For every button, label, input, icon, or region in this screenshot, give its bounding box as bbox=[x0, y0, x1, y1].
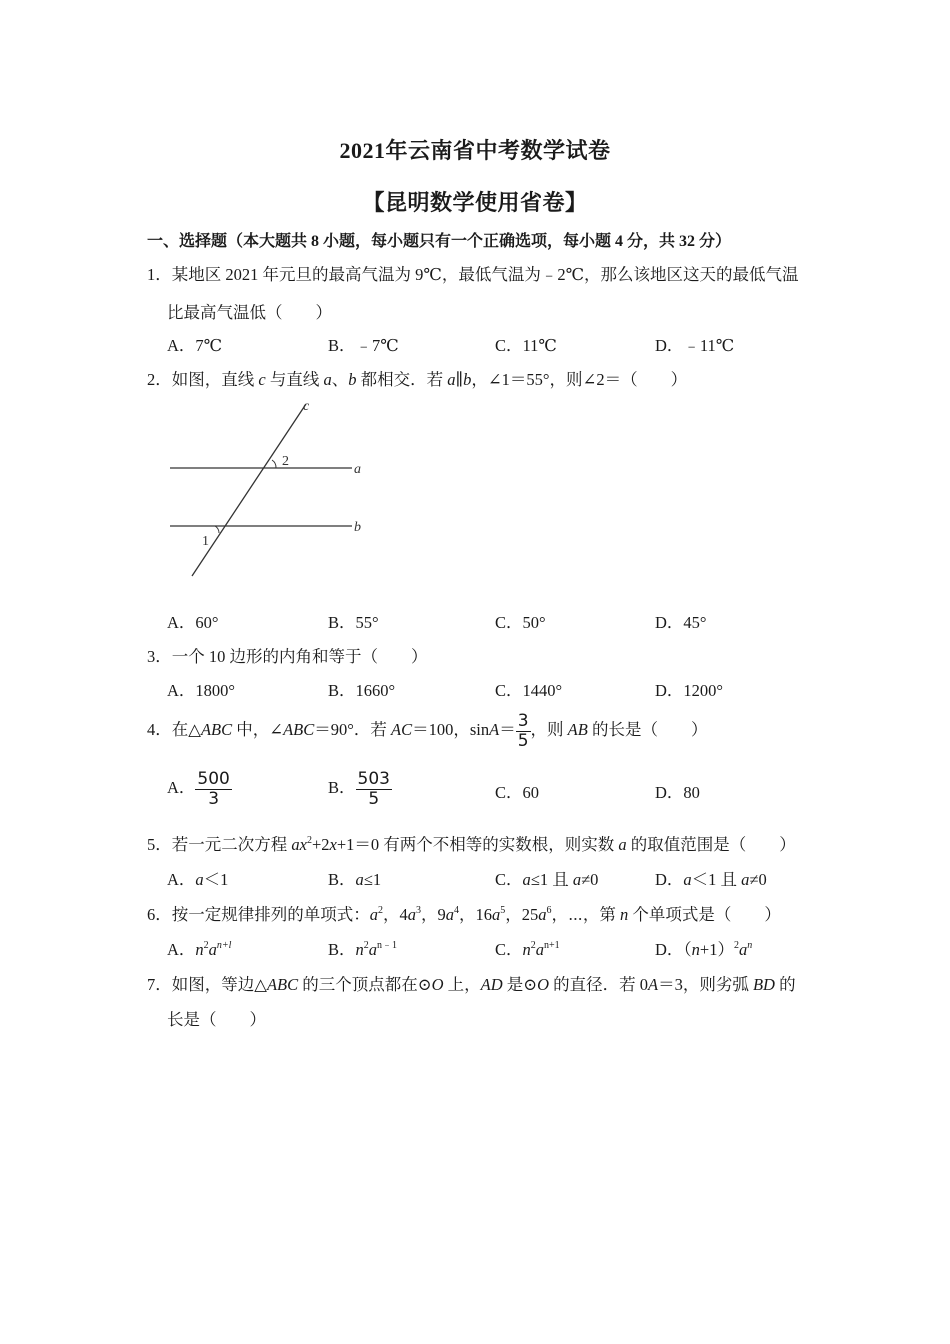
text-part: ，9 bbox=[421, 905, 446, 924]
fraction-3-5 bbox=[516, 712, 531, 751]
q3-option-b: B．1660° bbox=[328, 681, 396, 700]
var-c: c bbox=[258, 370, 266, 389]
text-part: 中，∠ bbox=[232, 720, 284, 739]
q6-option-d bbox=[655, 936, 752, 960]
text-part: 个单项式是（ ） bbox=[628, 905, 781, 924]
text-part: ，4 bbox=[383, 905, 408, 924]
option-label: B． bbox=[328, 870, 356, 889]
exponent: n﹣1 bbox=[377, 940, 398, 951]
q3-option-d: D．1200° bbox=[655, 681, 724, 700]
text-part: ≤1 bbox=[363, 870, 382, 889]
q5-option-a bbox=[167, 866, 228, 890]
exponent: 2 bbox=[733, 940, 739, 951]
var-a: a bbox=[195, 870, 204, 889]
exponent: 2 bbox=[306, 835, 312, 846]
question-number: 2． bbox=[147, 370, 172, 389]
text-part: ≤1 且 bbox=[530, 870, 573, 889]
fraction-denominator: 5 bbox=[368, 788, 380, 809]
q2-option-d: D．45° bbox=[655, 613, 707, 632]
question-7-line2: 长是（ ） bbox=[167, 1010, 266, 1029]
text-part: 的取值范围是（ ） bbox=[626, 835, 796, 854]
var-b: b bbox=[348, 370, 357, 389]
q6-option-c bbox=[495, 936, 560, 960]
q3-option-a: A．1800° bbox=[167, 681, 236, 700]
fraction-503-5 bbox=[356, 770, 392, 809]
var-a: a bbox=[738, 940, 748, 959]
var-n: n bbox=[619, 905, 629, 924]
text-part: （ bbox=[683, 940, 692, 959]
text-part: ＝3，则劣弧 bbox=[658, 975, 753, 994]
var-x: x bbox=[329, 835, 337, 854]
q2-option-a: A．60° bbox=[167, 613, 219, 632]
text-part: 的三个顶点都在⊙ bbox=[298, 975, 432, 994]
var-a: a bbox=[522, 870, 531, 889]
section-header: 一、选择题（本大题共 8 小题，每小题只有一个正确选项，每小题 4 分，共 32 分） bbox=[147, 233, 732, 250]
q5-option-d bbox=[655, 866, 767, 890]
exponent: 2 bbox=[203, 940, 209, 951]
q5-option-b bbox=[328, 866, 381, 890]
var-a: a bbox=[369, 905, 378, 924]
fraction-500-3 bbox=[195, 770, 231, 809]
q1-option-a: A．7℃ bbox=[167, 336, 223, 355]
text-part: ，16 bbox=[459, 905, 492, 924]
fraction-denominator: 3 bbox=[208, 788, 220, 809]
exponent: 2 bbox=[363, 940, 369, 951]
text-part: ＝90°．若 bbox=[314, 720, 391, 739]
exponent: 5 bbox=[500, 905, 506, 916]
var-ab: AB bbox=[567, 720, 588, 739]
text-part: ＜1 且 bbox=[691, 870, 742, 889]
label-b: b bbox=[354, 520, 361, 535]
option-label: D． bbox=[655, 870, 684, 889]
question-number: 6． bbox=[147, 905, 172, 924]
exponent: 2 bbox=[378, 905, 383, 916]
question-number: 4． bbox=[147, 720, 172, 739]
var-A: A bbox=[489, 720, 500, 739]
var-n: n bbox=[691, 940, 700, 959]
question-3 bbox=[147, 643, 428, 667]
var-a: a bbox=[538, 905, 547, 924]
text-part: 如图，等边△ bbox=[171, 975, 267, 994]
var-abc: ABC bbox=[266, 975, 299, 994]
exponent: n bbox=[747, 940, 753, 951]
var-a: a bbox=[407, 905, 416, 924]
text-part: 的 bbox=[774, 975, 796, 994]
question-2 bbox=[147, 366, 687, 390]
parallel-lines-figure bbox=[160, 392, 380, 587]
var-a: a bbox=[572, 870, 582, 889]
text-part: 若一元二次方程 bbox=[171, 835, 292, 854]
option-label: D． bbox=[655, 940, 684, 959]
q2-option-c: C．50° bbox=[495, 613, 546, 632]
exponent: n+1 bbox=[544, 940, 560, 951]
var-ad: AD bbox=[480, 975, 503, 994]
var-n: n bbox=[195, 940, 204, 959]
exponent: 3 bbox=[416, 905, 421, 916]
text-part: ，⋯，第 bbox=[551, 905, 620, 924]
var-n: n bbox=[355, 940, 364, 959]
question-1 bbox=[147, 261, 799, 285]
q6-option-b bbox=[328, 936, 397, 960]
text-part: ＜1 bbox=[203, 870, 229, 889]
var-a: a bbox=[683, 870, 692, 889]
q1-option-d: D．﹣11℃ bbox=[655, 336, 735, 355]
var-a: a bbox=[535, 940, 545, 959]
exponent: 6 bbox=[546, 905, 552, 916]
var-a: a bbox=[618, 835, 627, 854]
var-A: A bbox=[648, 975, 659, 994]
q1-option-c: C．11℃ bbox=[495, 336, 557, 355]
var-a: a bbox=[208, 940, 217, 959]
var-ac: AC bbox=[390, 720, 413, 739]
text-part: +1） bbox=[699, 940, 734, 959]
fraction-numerator: 500 bbox=[197, 768, 230, 789]
exponent: 4 bbox=[454, 905, 459, 916]
angle-1-arc bbox=[215, 526, 219, 533]
q6-option-a bbox=[167, 936, 231, 960]
fraction-denominator: 5 bbox=[517, 730, 529, 751]
text-part: 、 bbox=[331, 370, 349, 389]
q2-option-b: B．55° bbox=[328, 613, 379, 632]
option-label: A． bbox=[167, 870, 196, 889]
var-ax: ax bbox=[291, 835, 307, 854]
question-6 bbox=[147, 901, 781, 925]
text-part: ，∠1＝55°，则∠2＝（ ） bbox=[471, 370, 688, 389]
text-part: +1＝0 有两个不相等的实数根，则实数 bbox=[336, 835, 619, 854]
question-5 bbox=[147, 831, 796, 855]
text-part: ，25 bbox=[505, 905, 539, 924]
question-number: 1． bbox=[147, 265, 172, 284]
var-a: a bbox=[355, 870, 364, 889]
text-part: 的长是（ ） bbox=[587, 720, 708, 739]
text-part: 上， bbox=[443, 975, 481, 994]
question-number: 5． bbox=[147, 835, 172, 854]
question-number: 3． bbox=[147, 647, 172, 666]
q4-option-a bbox=[167, 769, 232, 809]
q1-option-b: B．﹣7℃ bbox=[328, 336, 399, 355]
var-o: O bbox=[431, 975, 444, 994]
option-label: B． bbox=[328, 940, 356, 959]
var-n: n bbox=[522, 940, 531, 959]
text-part: 与直线 bbox=[265, 370, 324, 389]
text-part: ＝100，sin bbox=[412, 720, 490, 739]
line-c bbox=[192, 404, 306, 576]
text-part: +2 bbox=[311, 835, 330, 854]
var-a: a bbox=[323, 370, 332, 389]
label-angle-1: 1 bbox=[202, 534, 209, 549]
var-o: O bbox=[537, 975, 549, 994]
question-7 bbox=[147, 971, 796, 995]
question-1-line2: 比最高气温低（ ） bbox=[167, 303, 332, 322]
option-label: A． bbox=[167, 940, 196, 959]
var-abc: ABC bbox=[283, 720, 315, 739]
text-part: ，则 bbox=[530, 720, 568, 739]
text-part: 都相交．若 bbox=[356, 370, 448, 389]
text-part: ≠0 bbox=[581, 870, 599, 889]
label-a: a bbox=[354, 462, 361, 477]
text-part: 在△ bbox=[171, 720, 201, 739]
text-part: 是⊙ bbox=[502, 975, 538, 994]
var-a: a bbox=[492, 905, 501, 924]
label-angle-2: 2 bbox=[282, 454, 289, 469]
option-label: B． bbox=[328, 778, 356, 797]
var-bd: BD bbox=[752, 975, 775, 994]
text-part: 按一定规律排列的单项式： bbox=[171, 905, 370, 924]
q3-option-c: C．1440° bbox=[495, 681, 563, 700]
text-part: ≠0 bbox=[749, 870, 767, 889]
var-a: a bbox=[368, 940, 378, 959]
q5-option-c bbox=[495, 866, 598, 890]
exponent: 2 bbox=[530, 940, 536, 951]
option-label: C． bbox=[495, 940, 523, 959]
question-4 bbox=[147, 711, 707, 751]
q4-option-c: C．60 bbox=[495, 783, 540, 802]
var-a: a bbox=[445, 905, 454, 924]
text-part: 如图，直线 bbox=[171, 370, 259, 389]
var-abc: ABC bbox=[200, 720, 233, 739]
fraction-numerator: 3 bbox=[517, 710, 529, 731]
var-a-parallel-b: a∥b bbox=[447, 370, 472, 389]
text-part: 的直径．若 0 bbox=[549, 975, 648, 994]
option-label: A． bbox=[167, 778, 196, 797]
q4-option-b bbox=[328, 769, 392, 809]
var-a: a bbox=[741, 870, 750, 889]
question-number: 7． bbox=[147, 975, 172, 994]
page-subtitle: 【昆明数学使用省卷】 bbox=[362, 190, 588, 215]
text-part: ＝ bbox=[499, 720, 516, 739]
question-text: 一个 10 边形的内角和等于（ ） bbox=[171, 647, 428, 666]
option-label: C． bbox=[495, 870, 523, 889]
page-title: 2021年云南省中考数学试卷 bbox=[339, 138, 611, 163]
q4-option-d: D．80 bbox=[655, 783, 700, 802]
angle-2-arc bbox=[272, 460, 276, 468]
fraction-numerator: 503 bbox=[357, 768, 390, 789]
label-c: c bbox=[303, 399, 310, 414]
question-text: 某地区 2021 年元旦的最高气温为 9℃，最低气温为﹣2℃，那么该地区这天的最低气温 bbox=[171, 265, 799, 284]
exponent: n+l bbox=[216, 940, 232, 951]
